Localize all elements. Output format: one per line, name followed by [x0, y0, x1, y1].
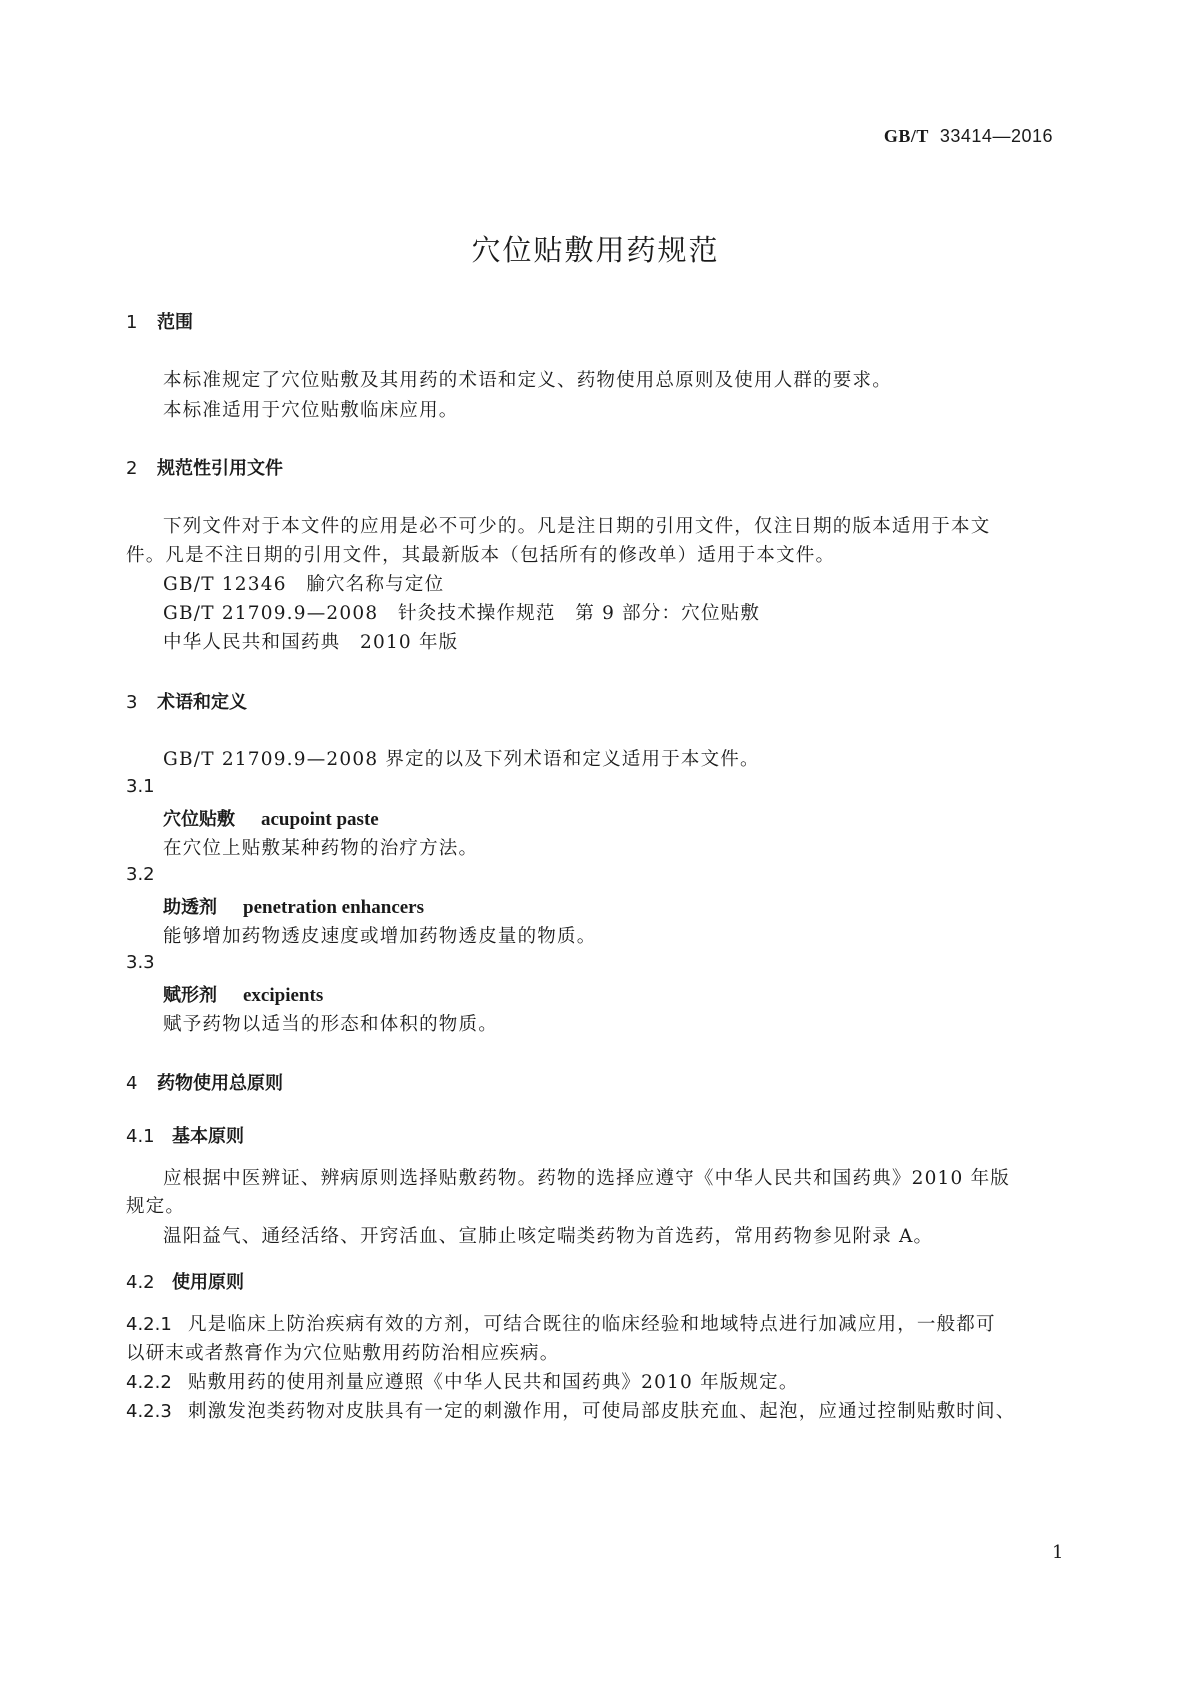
document-title: 穴位贴敷用药规范: [471, 233, 720, 267]
section-2-para-line-1: 下列文件对于本文件的应用是必不可少的。凡是注日期的引用文件，仅注日期的版本适用于本文: [163, 516, 991, 537]
term-number: 3.3: [126, 952, 155, 973]
section-4-1-para-line-2: 规定。: [126, 1196, 186, 1217]
page-number: 1: [1052, 1542, 1064, 1563]
section-2-para-line-2: 件。凡是不注日期的引用文件，其最新版本（包括所有的修改单）适用于本文件。: [126, 545, 836, 566]
clause-4-2-1: 4.2.1 凡是临床上防治疾病有效的方剂，可结合既往的临床经验和地域特点进行加减应用，一般都可: [126, 1314, 996, 1335]
reference-item: GB/T 12346 腧穴名称与定位: [163, 574, 445, 595]
section-4-1-para-2: 温阳益气、通经活络、开窍活血、宣肺止咳定喘类药物为首选药，常用药物参见附录 A。: [163, 1226, 934, 1247]
term-number: 3.1: [126, 776, 155, 797]
clause-4-2-2: 4.2.2 贴敷用药的使用剂量应遵照《中华人民共和国药典》2010 年版规定。: [126, 1372, 799, 1393]
section-1-para-1: 本标准规定了穴位贴敷及其用药的术语和定义、药物使用总原则及使用人群的要求。: [163, 370, 892, 391]
reference-item: GB/T 21709.9—2008 针灸技术操作规范 第 9 部分：穴位贴敷: [163, 603, 761, 624]
section-1-heading: 1 范围: [126, 312, 193, 333]
term-heading: 助透剂 penetration enhancers: [163, 897, 425, 918]
term-heading: 赋形剂 excipients: [163, 985, 324, 1006]
section-4-heading: 4 药物使用总原则: [126, 1073, 283, 1094]
standard-number: GB/T 33414—2016: [883, 126, 1053, 146]
term-number: 3.2: [126, 864, 155, 885]
section-3-heading: 3 术语和定义: [126, 692, 247, 713]
section-3-intro: GB/T 21709.9—2008 界定的以及下列术语和定义适用于本文件。: [163, 749, 760, 770]
section-4-2-heading: 4.2 使用原则: [126, 1272, 244, 1293]
clause-4-2-3: 4.2.3 刺激发泡类药物对皮肤具有一定的刺激作用，可使局部皮肤充血、起泡，应通过控制贴敷时间、: [126, 1401, 1016, 1422]
reference-item: 中华人民共和国药典 2010 年版: [163, 632, 459, 653]
term-definition: 能够增加药物透皮速度或增加药物透皮量的物质。: [163, 926, 597, 947]
section-4-1-heading: 4.1 基本原则: [126, 1126, 244, 1147]
term-heading: 穴位贴敷 acupoint paste: [163, 809, 379, 830]
clause-4-2-1-cont: 以研末或者熬膏作为穴位贴敷用药防治相应疾病。: [126, 1343, 560, 1364]
section-2-heading: 2 规范性引用文件: [126, 458, 283, 479]
term-definition: 赋予药物以适当的形态和体积的物质。: [163, 1014, 498, 1035]
section-4-1-para-line-1: 应根据中医辨证、辨病原则选择贴敷药物。药物的选择应遵守《中华人民共和国药典》2010 年版: [163, 1168, 1010, 1189]
section-1-para-2: 本标准适用于穴位贴敷临床应用。: [163, 400, 459, 421]
term-definition: 在穴位上贴敷某种药物的治疗方法。: [163, 838, 479, 859]
